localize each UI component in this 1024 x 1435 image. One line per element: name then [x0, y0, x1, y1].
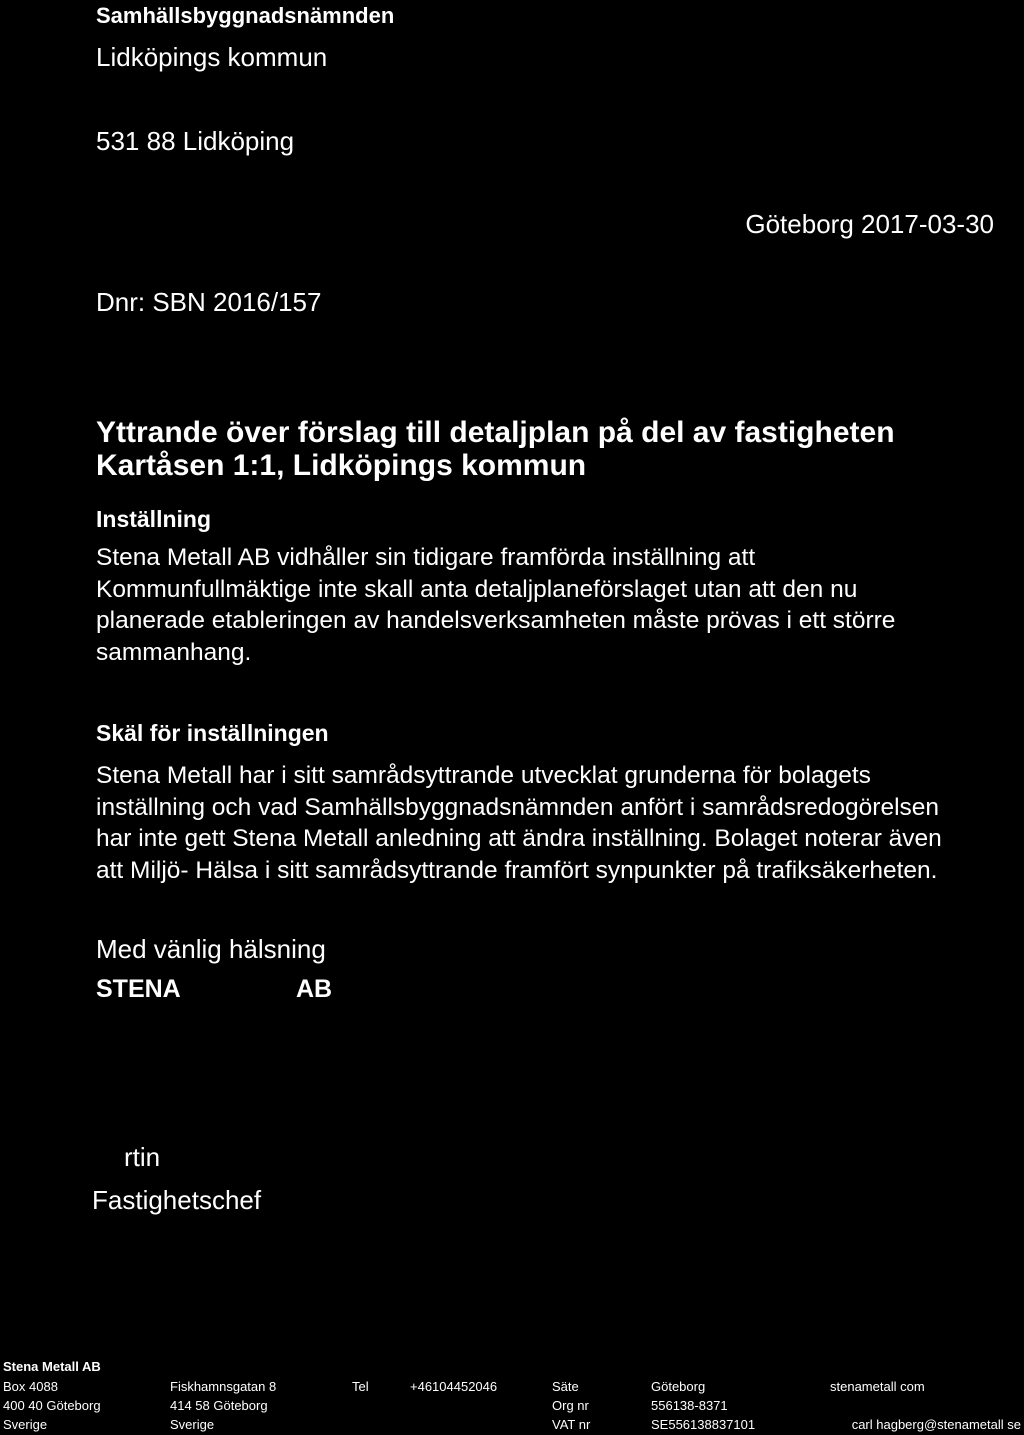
- section-skal-body: [96, 760, 942, 886]
- closing-company-part-b: AB: [296, 975, 333, 1003]
- footer-line: VAT nr: [552, 1417, 591, 1432]
- section-installning-body: [96, 542, 895, 668]
- footer-line: Sverige: [3, 1417, 48, 1432]
- footer-tel-label: Tel: [352, 1379, 369, 1394]
- footer-tel-value: +46104452046: [410, 1379, 498, 1394]
- footer-line: Fiskhamnsgatan 8: [170, 1379, 277, 1394]
- footer-line: 400 40 Göteborg: [3, 1398, 101, 1413]
- recipient-postal: 531 88 Lidköping: [96, 126, 295, 156]
- signatory-name-fragment: rtin: [124, 1142, 161, 1172]
- footer-registration-labels: [552, 1377, 590, 1434]
- footer-street-address: [170, 1377, 276, 1434]
- footer-line: 556138-8371: [651, 1398, 728, 1413]
- footer-registration-values: [651, 1377, 755, 1434]
- signatory-role: Fastighetschef: [92, 1185, 262, 1215]
- reference-number: Dnr: SBN 2016/157: [96, 287, 322, 317]
- footer-website: stenametall com: [830, 1379, 925, 1394]
- date-line: Göteborg 2017-03-30: [745, 209, 994, 239]
- document-title-line-2: Kartåsen 1:1, Lidköpings kommun: [96, 449, 587, 482]
- document-title-line-1: Yttrande över förslag till detaljplan på del av fastigheten: [96, 416, 895, 449]
- body-line: Stena Metall har i sitt samrådsyttrande utvecklat grunderna för bolagets: [96, 762, 871, 789]
- footer-line: Box 4088: [3, 1379, 58, 1394]
- footer-line: 414 58 Göteborg: [170, 1398, 268, 1413]
- closing-company-part-a: STENA: [96, 975, 181, 1003]
- footer-line: Org nr: [552, 1398, 589, 1413]
- body-line: har inte gett Stena Metall anledning att ändra inställning. Bolaget noterar även: [96, 825, 942, 852]
- footer-company: Stena Metall AB: [3, 1359, 101, 1374]
- recipient-municipality: Lidköpings kommun: [96, 42, 328, 72]
- footer-line: Göteborg: [651, 1379, 706, 1394]
- footer-email: carl hagberg@stenametall se: [851, 1417, 1021, 1432]
- footer-postal-address: [3, 1377, 101, 1434]
- body-line: Kommunfullmäktige inte skall anta detaljplaneförslaget utan att den nu: [96, 575, 858, 603]
- body-line: Stena Metall AB vidhåller sin tidigare framförda inställning att: [96, 544, 756, 571]
- footer-line: Säte: [552, 1379, 579, 1394]
- body-line: sammanhang.: [96, 638, 252, 666]
- footer-line: Sverige: [170, 1417, 215, 1432]
- body-line: att Miljö- Hälsa i sitt samrådsyttrande framfört synpunkter på trafiksäkerheten.: [96, 856, 938, 884]
- body-line: inställning och vad Samhällsbyggnadsnämnden anfört i samrådsredogörelsen: [96, 793, 940, 821]
- footer-line: SE556138837101: [651, 1417, 756, 1432]
- section-heading-skal: Skäl för inställningen: [96, 720, 329, 746]
- body-line: planerade etableringen av handelsverksamheten måste prövas i ett större: [96, 607, 896, 634]
- section-heading-installning: Inställning: [96, 506, 211, 532]
- recipient-org: Samhällsbyggnadsnämnden: [96, 3, 395, 28]
- closing-greeting: Med vänlig hälsning: [96, 934, 326, 964]
